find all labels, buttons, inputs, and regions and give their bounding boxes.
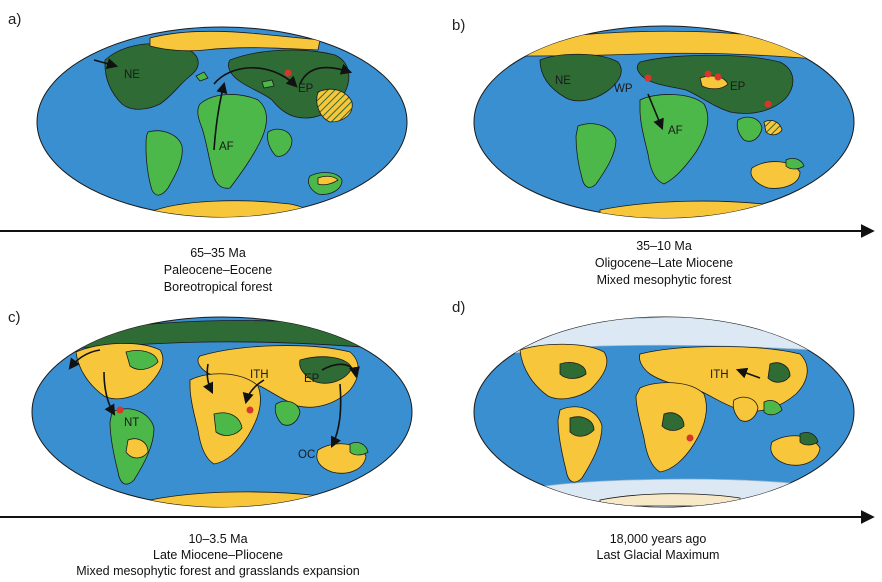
- caption-line: 35–10 Ma: [636, 239, 692, 253]
- fossil-site: [645, 75, 652, 82]
- caption-line: Paleocene–Eocene: [163, 263, 273, 277]
- region-label-ep: EP: [730, 81, 746, 93]
- caption-c: [76, 532, 360, 578]
- caption-line: 18,000 years ago: [609, 532, 707, 546]
- panel-c: [8, 309, 412, 510]
- panel-letter: b): [452, 17, 466, 34]
- panel-letter: a): [8, 11, 22, 28]
- panel-letter: d): [452, 299, 466, 316]
- fossil-site: [715, 74, 722, 81]
- fossil-site: [247, 407, 254, 414]
- panel-letter: c): [8, 309, 21, 326]
- fossil-site: [285, 70, 292, 77]
- fossil-site: [117, 407, 124, 414]
- region-label-ne: NE: [555, 75, 571, 87]
- region-label-af: AF: [219, 141, 234, 153]
- region-label-af: AF: [668, 125, 683, 137]
- caption-line: Oligocene–Late Miocene: [594, 256, 734, 270]
- region-label-ep: EP: [298, 83, 314, 95]
- fossil-site: [705, 71, 712, 78]
- panel-a: [8, 11, 407, 220]
- region-label-ne: NE: [124, 69, 140, 81]
- region-label-nt: NT: [124, 417, 140, 429]
- caption-line: 10–3.5 Ma: [188, 532, 248, 546]
- panel-d: [452, 299, 854, 510]
- caption-line: Last Glacial Maximum: [596, 548, 720, 562]
- region-label-wp: WP: [614, 83, 633, 95]
- region-label-ith: ITH: [250, 369, 269, 381]
- region-label-ith: ITH: [710, 369, 729, 381]
- panel-b: [452, 17, 854, 220]
- fossil-site: [765, 101, 772, 108]
- caption-d: [597, 532, 720, 562]
- caption-a: [164, 246, 273, 294]
- region-label-oc: OC: [298, 449, 316, 461]
- caption-line: Late Miocene–Pliocene: [153, 548, 283, 562]
- caption-line: Mixed mesophytic forest and grasslands expansion: [76, 564, 360, 578]
- caption-line: Boreotropical forest: [163, 280, 273, 294]
- caption-line: 65–35 Ma: [190, 246, 246, 260]
- caption-line: Mixed mesophytic forest: [596, 273, 732, 287]
- caption-b: [595, 239, 733, 287]
- region-label-ep: EP: [304, 373, 320, 385]
- fossil-site: [687, 435, 694, 442]
